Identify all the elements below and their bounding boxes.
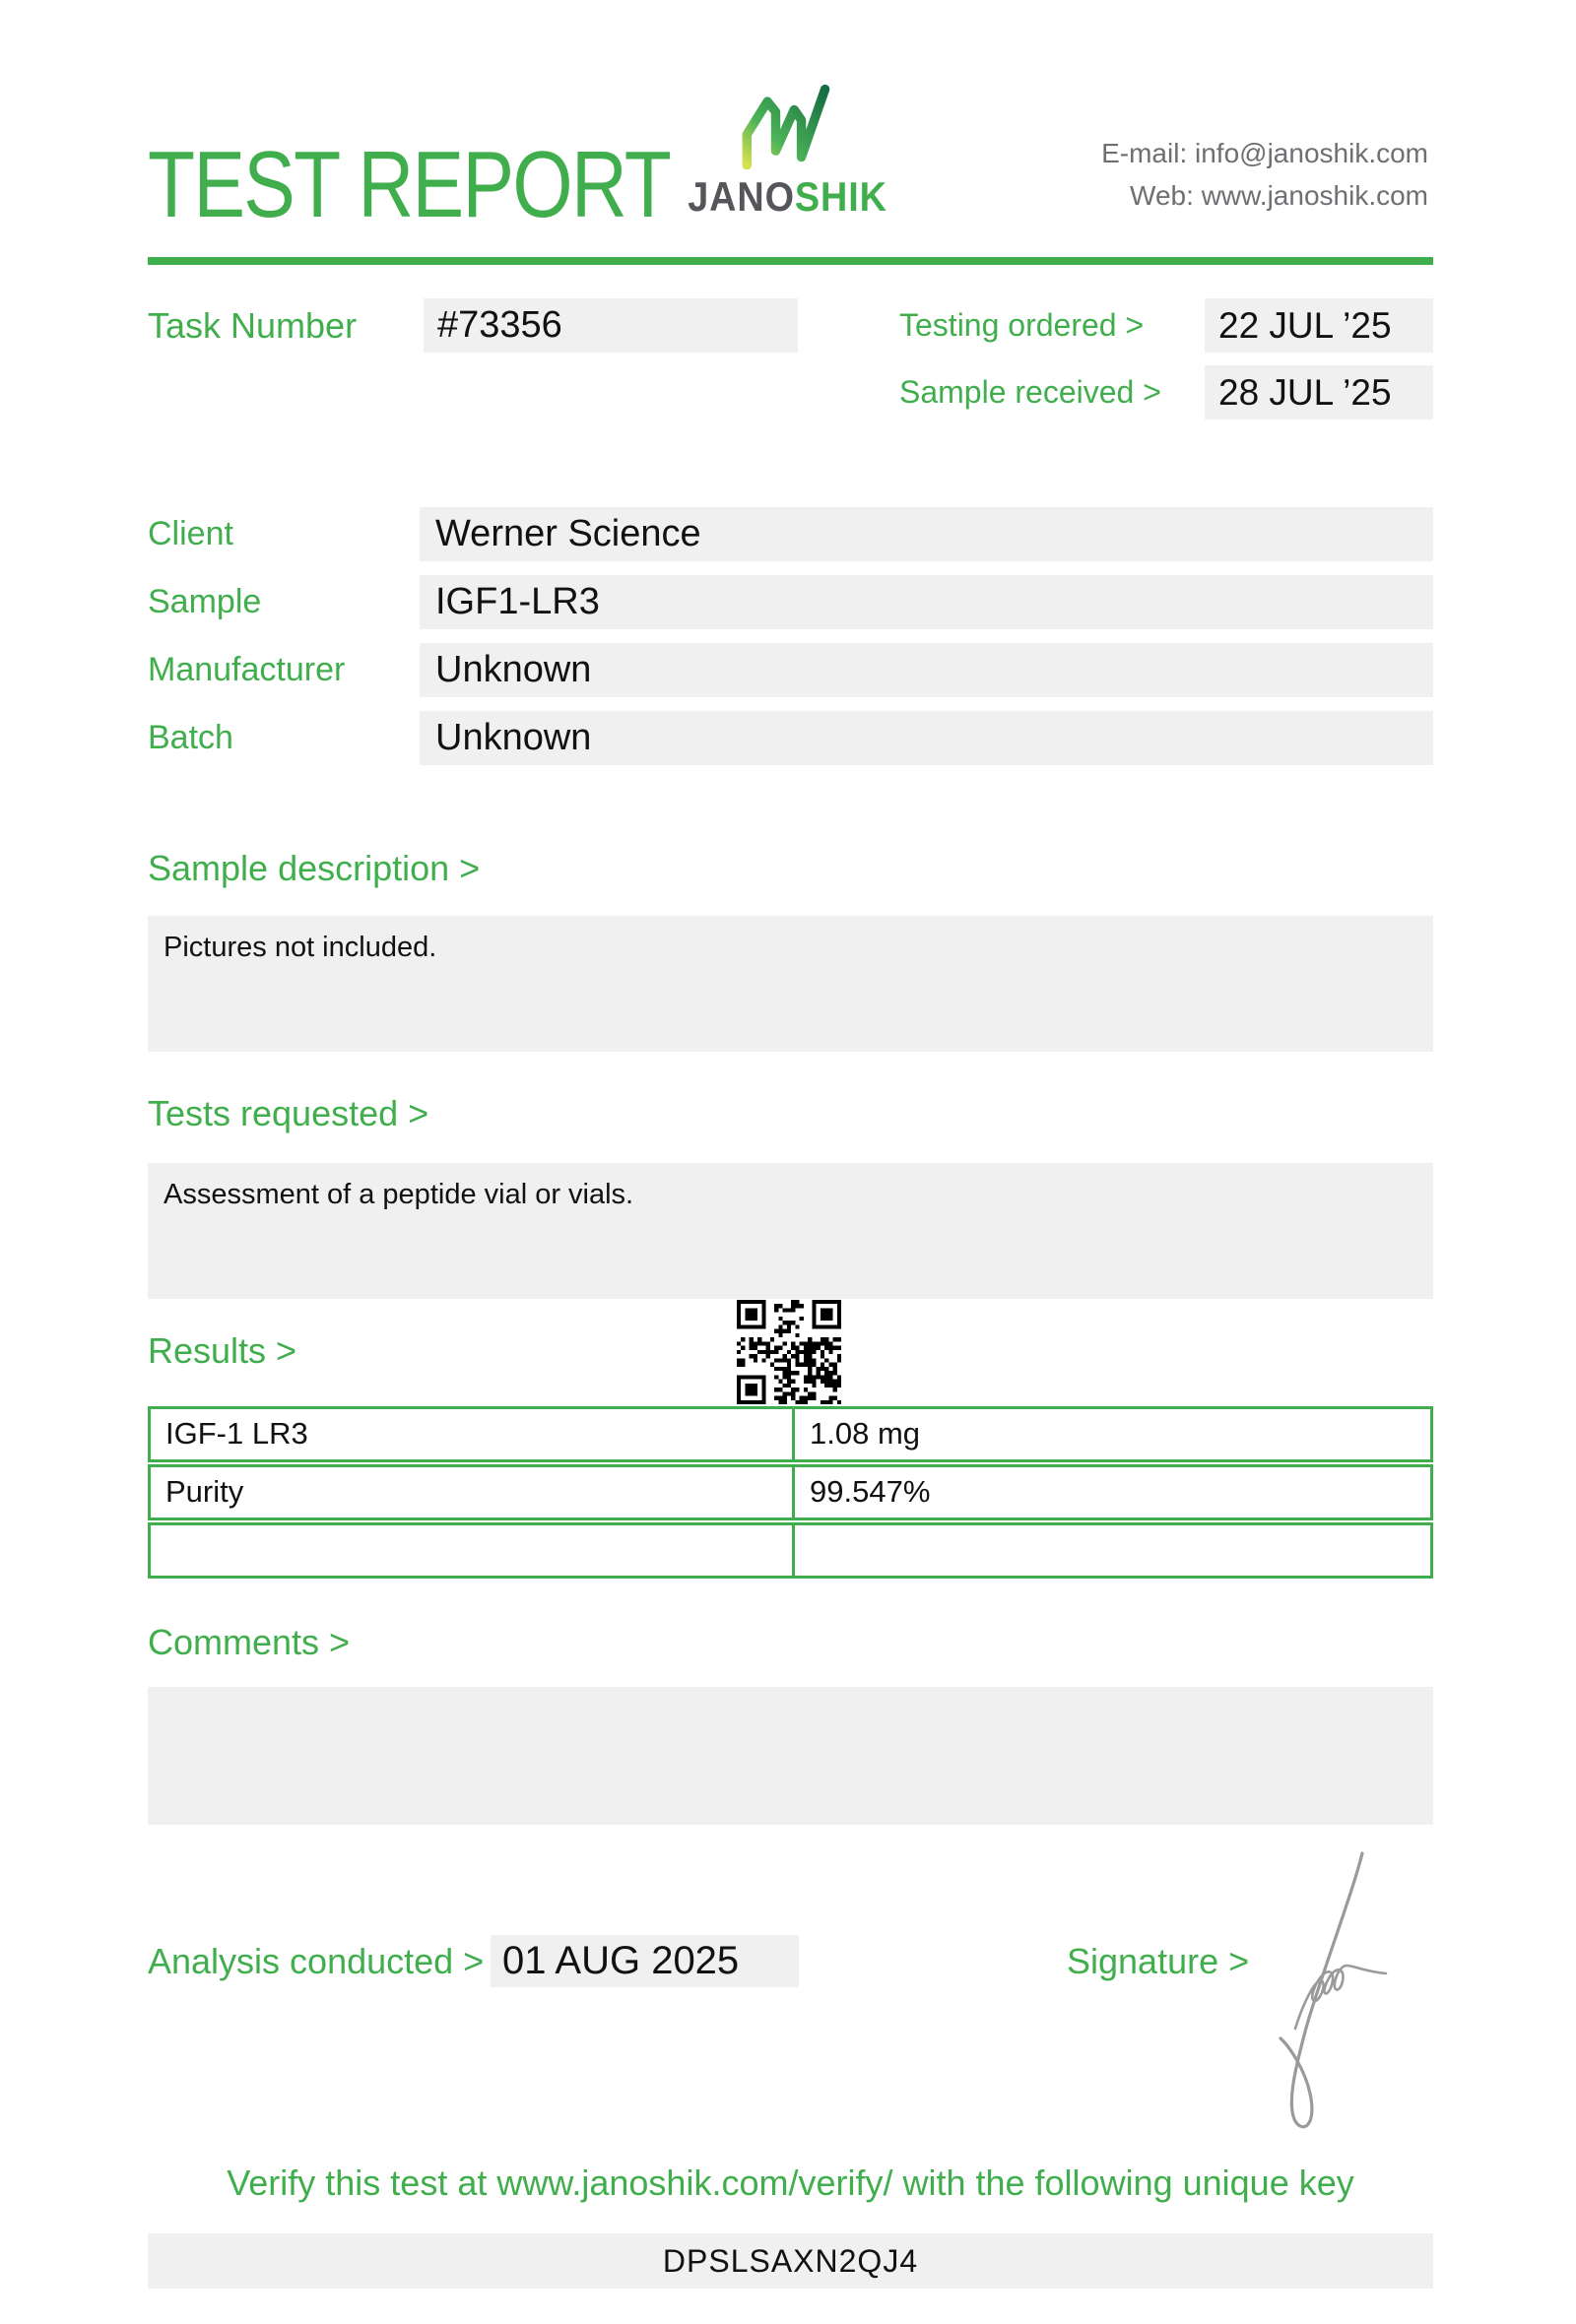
manufacturer-value: Unknown — [435, 649, 592, 690]
web-label: Web: — [1130, 180, 1194, 211]
analysis-conducted-label: Analysis conducted > — [148, 1941, 485, 1981]
results-heading: Results > — [148, 1330, 297, 1371]
client-label: Client — [148, 515, 233, 552]
logo-shik: SHIK — [795, 173, 888, 220]
growth-chart-icon — [731, 75, 845, 169]
sample-value: IGF1-LR3 — [435, 581, 600, 622]
email-value: info@janoshik.com — [1195, 138, 1428, 168]
client-value: Werner Science — [435, 513, 701, 554]
comments-box — [148, 1687, 1433, 1825]
qr-code — [737, 1300, 841, 1404]
verify-key-box — [148, 2233, 1433, 2289]
tests-requested-text: Assessment of a peptide vial or vials. — [164, 1179, 634, 1210]
task-number-label: Task Number — [148, 305, 358, 346]
verify-key-value: DPSLSAXN2QJ4 — [662, 2243, 919, 2279]
results-table — [148, 1406, 1433, 1581]
table-cell-result: 1.08 mg — [810, 1416, 921, 1451]
task-number-value: #73356 — [437, 304, 562, 346]
sample-label: Sample — [148, 583, 262, 620]
batch-label: Batch — [148, 719, 233, 756]
sample-received-box — [1205, 365, 1433, 420]
testing-ordered-label: Testing ordered > — [899, 307, 1145, 343]
manufacturer-label: Manufacturer — [148, 651, 346, 688]
signature-label: Signature > — [1067, 1941, 1250, 1981]
comments-heading: Comments > — [148, 1622, 351, 1662]
table-cell-result — [795, 1525, 1430, 1576]
testing-ordered-value: 22 JUL ’25 — [1218, 305, 1392, 346]
comments-text — [148, 1687, 1433, 1714]
company-logo — [662, 75, 914, 221]
analysis-conducted-box — [491, 1935, 799, 1987]
table-cell-analyte: IGF-1 LR3 — [151, 1409, 795, 1459]
sample-received-value: 28 JUL ’25 — [1218, 372, 1392, 413]
table-cell-analyte: Purity — [151, 1467, 795, 1517]
analysis-conducted-value: 01 AUG 2025 — [502, 1939, 740, 1982]
client-box — [420, 507, 1433, 561]
table-cell-analyte — [151, 1525, 795, 1576]
sample-description-box — [148, 916, 1433, 1052]
tests-requested-heading: Tests requested > — [148, 1093, 429, 1133]
batch-box — [420, 711, 1433, 765]
handwritten-signature — [1266, 1840, 1438, 2145]
email-label: E-mail: — [1101, 138, 1188, 168]
manufacturer-box — [420, 643, 1433, 697]
web-value: www.janoshik.com — [1201, 180, 1428, 211]
batch-value: Unknown — [435, 717, 592, 758]
logo-wordmark — [689, 173, 888, 221]
table-row — [148, 1522, 1433, 1579]
page-title: TEST REPORT — [148, 132, 671, 237]
contact-info — [1101, 132, 1428, 217]
tests-requested-box — [148, 1163, 1433, 1299]
sample-description-text: Pictures not included. — [164, 932, 437, 963]
table-row — [148, 1406, 1433, 1462]
testing-ordered-box — [1205, 298, 1433, 353]
sample-description-heading: Sample description > — [148, 848, 481, 888]
sample-box — [420, 575, 1433, 629]
table-cell-result: 99.547% — [810, 1474, 931, 1509]
verify-instruction: Verify this test at www.janoshik.com/verify/ with the following unique key — [227, 2163, 1354, 2203]
task-number-box — [424, 298, 798, 353]
contact-email — [1101, 132, 1428, 174]
header-divider — [148, 257, 1433, 265]
logo-jano: JANO — [688, 173, 796, 220]
table-row — [148, 1464, 1433, 1520]
sample-received-label: Sample received > — [899, 374, 1161, 410]
contact-web — [1101, 174, 1428, 217]
